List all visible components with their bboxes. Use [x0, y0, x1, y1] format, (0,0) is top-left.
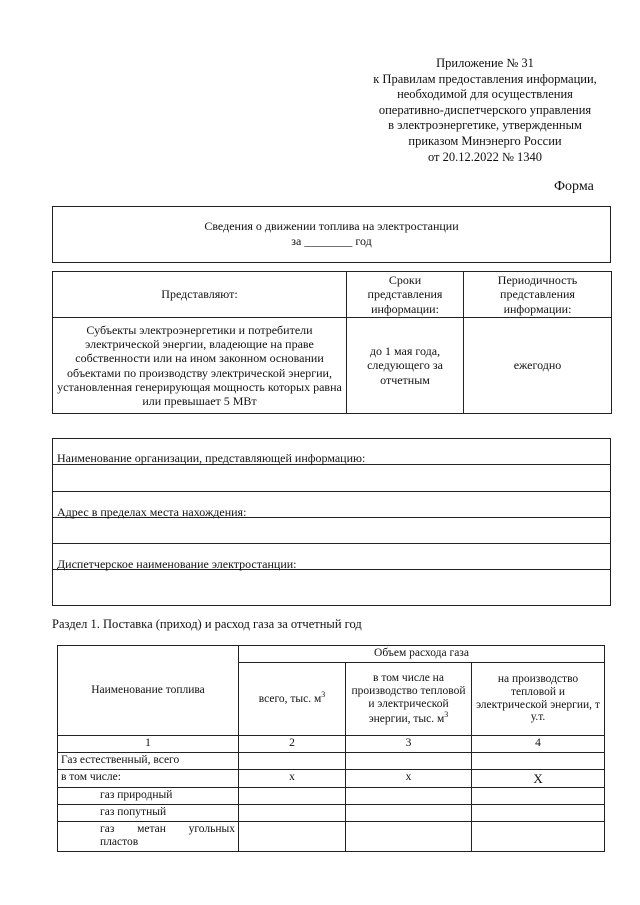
- deadline-text: до 1 мая года, следующего за отчетным: [347, 318, 464, 414]
- value-cell: [239, 752, 346, 769]
- header-fuel-name: Наименование топлива: [58, 646, 239, 736]
- header-submitters: Представляют:: [53, 272, 347, 318]
- value-cell: [346, 821, 472, 851]
- table-row: [58, 752, 605, 769]
- col-number: 3: [346, 735, 472, 752]
- appendix-line: оперативно-диспетчерского управления: [378, 102, 592, 117]
- value-cell: X: [472, 769, 605, 787]
- year-suffix: год: [355, 234, 372, 248]
- value-cell: [239, 804, 346, 821]
- col-number: 1: [58, 735, 239, 752]
- periodicity-text: ежегодно: [464, 318, 612, 414]
- value-cell: [472, 804, 605, 821]
- col-number: 2: [239, 735, 346, 752]
- value-cell: [472, 787, 605, 804]
- value-cell: x: [239, 769, 346, 787]
- divider: [53, 491, 610, 492]
- value-cell: [239, 787, 346, 804]
- appendix-line: от 20.12.2022 № 1340: [427, 149, 543, 164]
- table-row: [58, 804, 605, 821]
- address-label: Адрес в пределах места нахождения:: [57, 505, 247, 519]
- value-cell: [239, 821, 346, 851]
- year-prefix: за: [291, 234, 302, 248]
- fuel-name-cell: Газ естественный, всего: [58, 752, 239, 769]
- header-deadlines: Сроки представления информации:: [347, 272, 464, 318]
- report-year: [53, 234, 610, 248]
- header-total: всего, тыс. $м^3$: [239, 662, 346, 735]
- header-consumption-volume: Объем расхода газа: [239, 646, 605, 663]
- submission-table: [52, 271, 612, 414]
- dispatch-name-label: Диспетчерское наименование электростанции:: [57, 557, 297, 571]
- appendix-line: Приложение № 31: [436, 56, 534, 70]
- header-periodicity: Периодичность представления информации:: [464, 272, 612, 318]
- year-blank: ________: [304, 234, 353, 248]
- value-cell: [472, 821, 605, 851]
- fuel-name-cell: газ метан угольных пластов: [58, 821, 239, 851]
- fuel-name-cell: в том числе:: [58, 769, 239, 787]
- form-label: Форма: [554, 179, 594, 194]
- appendix-line: в электроэнергетике, утвержденным: [388, 118, 582, 133]
- value-cell: x: [346, 769, 472, 787]
- submitters-text: Субъекты электроэнергетики и потребители электрической энергии, владеющие на праве собственности или на ином законном основании объектами по производству электрической энергии, установленная генерирующая мощность которых равна или превышает 5 МВт: [53, 318, 347, 414]
- header-heat-electric: в том числе на производство тепловой и электрической энергии, тыс. $м^3$: [346, 662, 472, 735]
- fuel-name-cell: газ природный: [58, 787, 239, 804]
- section1-title: Раздел 1. Поставка (приход) и расход газа за отчетный год: [52, 617, 362, 631]
- value-cell: [346, 752, 472, 769]
- org-name-label: Наименование организации, представляющей информацию:: [57, 451, 366, 465]
- value-cell: [472, 752, 605, 769]
- col-number: 4: [472, 735, 605, 752]
- value-cell: [346, 804, 472, 821]
- value-cell: [346, 787, 472, 804]
- appendix-line: к Правилам предоставления информации,: [373, 71, 597, 86]
- gas-table: [57, 645, 605, 852]
- appendix-header: [360, 56, 610, 165]
- header-heat-electric-tut: на производство тепловой и электрической энергии, т у.т.: [472, 662, 605, 735]
- table-row: [58, 787, 605, 804]
- form-title: Сведения о движении топлива на электростанции: [204, 219, 459, 233]
- info-fields-box: [52, 438, 611, 606]
- appendix-line: необходимой для осуществления: [397, 87, 573, 102]
- title-box: [52, 206, 611, 263]
- table-row: [58, 769, 605, 787]
- table-row: [58, 821, 605, 851]
- fuel-name-cell: газ попутный: [58, 804, 239, 821]
- divider: [53, 543, 610, 544]
- appendix-line: приказом Минэнерго России: [408, 133, 562, 148]
